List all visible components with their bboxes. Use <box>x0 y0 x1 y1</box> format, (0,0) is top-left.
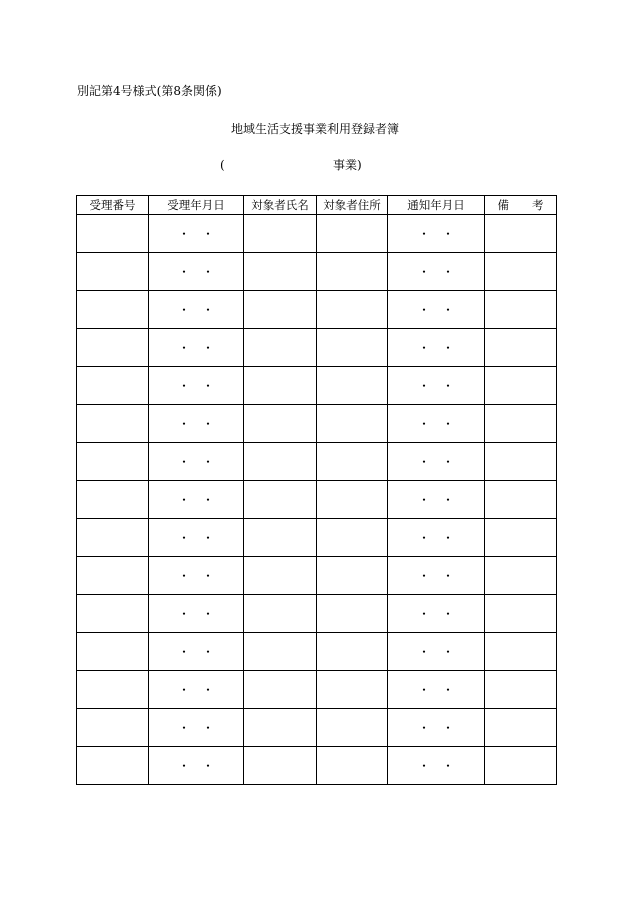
notice-date-cell <box>388 481 485 519</box>
receipt-number-cell <box>77 481 149 519</box>
notice-date-cell <box>388 367 485 405</box>
remarks-cell <box>485 747 557 785</box>
date-placeholder: ・ ・ <box>417 493 454 507</box>
date-placeholder: ・ ・ <box>177 607 214 621</box>
subject-name-cell <box>244 367 317 405</box>
receipt-number-cell <box>77 443 149 481</box>
date-placeholder: ・ ・ <box>417 341 454 355</box>
date-placeholder: ・ ・ <box>177 341 214 355</box>
notice-date-cell <box>388 443 485 481</box>
receipt-number-cell <box>77 215 149 253</box>
table-row <box>77 481 557 519</box>
date-placeholder: ・ ・ <box>177 303 214 317</box>
subject-address-cell <box>317 633 388 671</box>
receipt-number-cell <box>77 595 149 633</box>
table-header-row <box>77 196 557 215</box>
date-placeholder: ・ ・ <box>177 455 214 469</box>
notice-date-cell <box>388 215 485 253</box>
table-row <box>77 595 557 633</box>
date-placeholder: ・ ・ <box>177 531 214 545</box>
notice-date-cell <box>388 405 485 443</box>
remarks-cell <box>485 215 557 253</box>
table-row <box>77 557 557 595</box>
remarks-cell <box>485 329 557 367</box>
receipt-date-cell <box>149 709 244 747</box>
date-placeholder: ・ ・ <box>417 759 454 773</box>
date-placeholder: ・ ・ <box>417 417 454 431</box>
receipt-date-cell <box>149 443 244 481</box>
receipt-number-cell <box>77 253 149 291</box>
receipt-date-cell <box>149 481 244 519</box>
subject-name-cell <box>244 405 317 443</box>
receipt-date-cell <box>149 557 244 595</box>
subject-name-cell <box>244 253 317 291</box>
table-row <box>77 443 557 481</box>
date-placeholder: ・ ・ <box>177 683 214 697</box>
receipt-number-cell <box>77 709 149 747</box>
receipt-number-cell <box>77 519 149 557</box>
remarks-cell <box>485 291 557 329</box>
receipt-number-cell <box>77 367 149 405</box>
date-placeholder: ・ ・ <box>417 569 454 583</box>
notice-date-cell <box>388 633 485 671</box>
subject-name-cell <box>244 747 317 785</box>
document-title: 地域生活支援事業利用登録者簿 <box>230 122 399 136</box>
subject-name-cell <box>244 291 317 329</box>
notice-date-cell <box>388 595 485 633</box>
remarks-cell <box>485 671 557 709</box>
date-placeholder: ・ ・ <box>417 455 454 469</box>
receipt-date-cell <box>149 595 244 633</box>
subject-name-cell <box>244 671 317 709</box>
remarks-cell <box>485 481 557 519</box>
subject-address-cell <box>317 291 388 329</box>
subject-address-cell <box>317 405 388 443</box>
project-name-suffix: 事業) <box>333 158 362 172</box>
date-placeholder: ・ ・ <box>417 531 454 545</box>
date-placeholder: ・ ・ <box>177 759 214 773</box>
date-placeholder: ・ ・ <box>417 265 454 279</box>
table-row <box>77 405 557 443</box>
date-placeholder: ・ ・ <box>177 721 214 735</box>
subject-address-cell <box>317 443 388 481</box>
subject-address-cell <box>317 709 388 747</box>
date-placeholder: ・ ・ <box>417 227 454 241</box>
remarks-cell <box>485 709 557 747</box>
table-row <box>77 253 557 291</box>
subject-address-cell <box>317 481 388 519</box>
notice-date-cell <box>388 709 485 747</box>
subject-name-cell <box>244 595 317 633</box>
subject-name-cell <box>244 557 317 595</box>
subject-address-cell <box>317 519 388 557</box>
date-placeholder: ・ ・ <box>177 569 214 583</box>
receipt-number-cell <box>77 671 149 709</box>
receipt-date-cell <box>149 519 244 557</box>
receipt-number-cell <box>77 291 149 329</box>
subject-address-cell <box>317 329 388 367</box>
subject-name-cell <box>244 519 317 557</box>
table-row <box>77 671 557 709</box>
receipt-number-cell <box>77 405 149 443</box>
table-row <box>77 291 557 329</box>
receipt-date-cell <box>149 291 244 329</box>
receipt-number-cell <box>77 557 149 595</box>
header-receipt-date: 受理年月日 <box>149 196 244 215</box>
table-row <box>77 367 557 405</box>
notice-date-cell <box>388 557 485 595</box>
receipt-number-cell <box>77 747 149 785</box>
notice-date-cell <box>388 747 485 785</box>
subject-address-cell <box>317 747 388 785</box>
receipt-date-cell <box>149 253 244 291</box>
remarks-cell <box>485 405 557 443</box>
remarks-cell <box>485 519 557 557</box>
receipt-date-cell <box>149 405 244 443</box>
date-placeholder: ・ ・ <box>417 683 454 697</box>
remarks-cell <box>485 367 557 405</box>
notice-date-cell <box>388 671 485 709</box>
date-placeholder: ・ ・ <box>417 607 454 621</box>
notice-date-cell <box>388 329 485 367</box>
remarks-cell <box>485 253 557 291</box>
date-placeholder: ・ ・ <box>417 379 454 393</box>
notice-date-cell <box>388 253 485 291</box>
date-placeholder: ・ ・ <box>177 645 214 659</box>
receipt-date-cell <box>149 671 244 709</box>
remarks-cell <box>485 557 557 595</box>
table-row <box>77 709 557 747</box>
date-placeholder: ・ ・ <box>417 645 454 659</box>
table-row <box>77 633 557 671</box>
subject-name-cell <box>244 329 317 367</box>
remarks-cell <box>485 633 557 671</box>
notice-date-cell <box>388 291 485 329</box>
subject-address-cell <box>317 367 388 405</box>
table-row <box>77 747 557 785</box>
table-row <box>77 519 557 557</box>
remarks-cell <box>485 595 557 633</box>
receipt-number-cell <box>77 633 149 671</box>
header-receipt-number: 受理番号 <box>77 196 149 215</box>
subject-address-cell <box>317 253 388 291</box>
subject-name-cell <box>244 481 317 519</box>
date-placeholder: ・ ・ <box>177 493 214 507</box>
table-row <box>77 329 557 367</box>
receipt-date-cell <box>149 633 244 671</box>
date-placeholder: ・ ・ <box>417 721 454 735</box>
header-remarks: 備 考 <box>485 196 557 215</box>
subject-address-cell <box>317 595 388 633</box>
receipt-date-cell <box>149 215 244 253</box>
date-placeholder: ・ ・ <box>417 303 454 317</box>
registrant-table <box>76 195 557 785</box>
subject-address-cell <box>317 557 388 595</box>
header-subject-address: 対象者住所 <box>317 196 388 215</box>
header-subject-name: 対象者氏名 <box>244 196 317 215</box>
notice-date-cell <box>388 519 485 557</box>
receipt-date-cell <box>149 329 244 367</box>
subject-name-cell <box>244 633 317 671</box>
table-row <box>77 215 557 253</box>
subject-name-cell <box>244 443 317 481</box>
receipt-number-cell <box>77 329 149 367</box>
subject-address-cell <box>317 215 388 253</box>
receipt-date-cell <box>149 367 244 405</box>
receipt-date-cell <box>149 747 244 785</box>
table-body <box>77 215 557 785</box>
subject-name-cell <box>244 709 317 747</box>
date-placeholder: ・ ・ <box>177 379 214 393</box>
project-open-paren: ( <box>220 158 225 172</box>
subject-name-cell <box>244 215 317 253</box>
form-label: 別記第4号様式(第8条関係) <box>77 84 222 98</box>
date-placeholder: ・ ・ <box>177 417 214 431</box>
date-placeholder: ・ ・ <box>177 265 214 279</box>
remarks-cell <box>485 443 557 481</box>
header-notice-date: 通知年月日 <box>388 196 485 215</box>
subject-address-cell <box>317 671 388 709</box>
date-placeholder: ・ ・ <box>177 227 214 241</box>
